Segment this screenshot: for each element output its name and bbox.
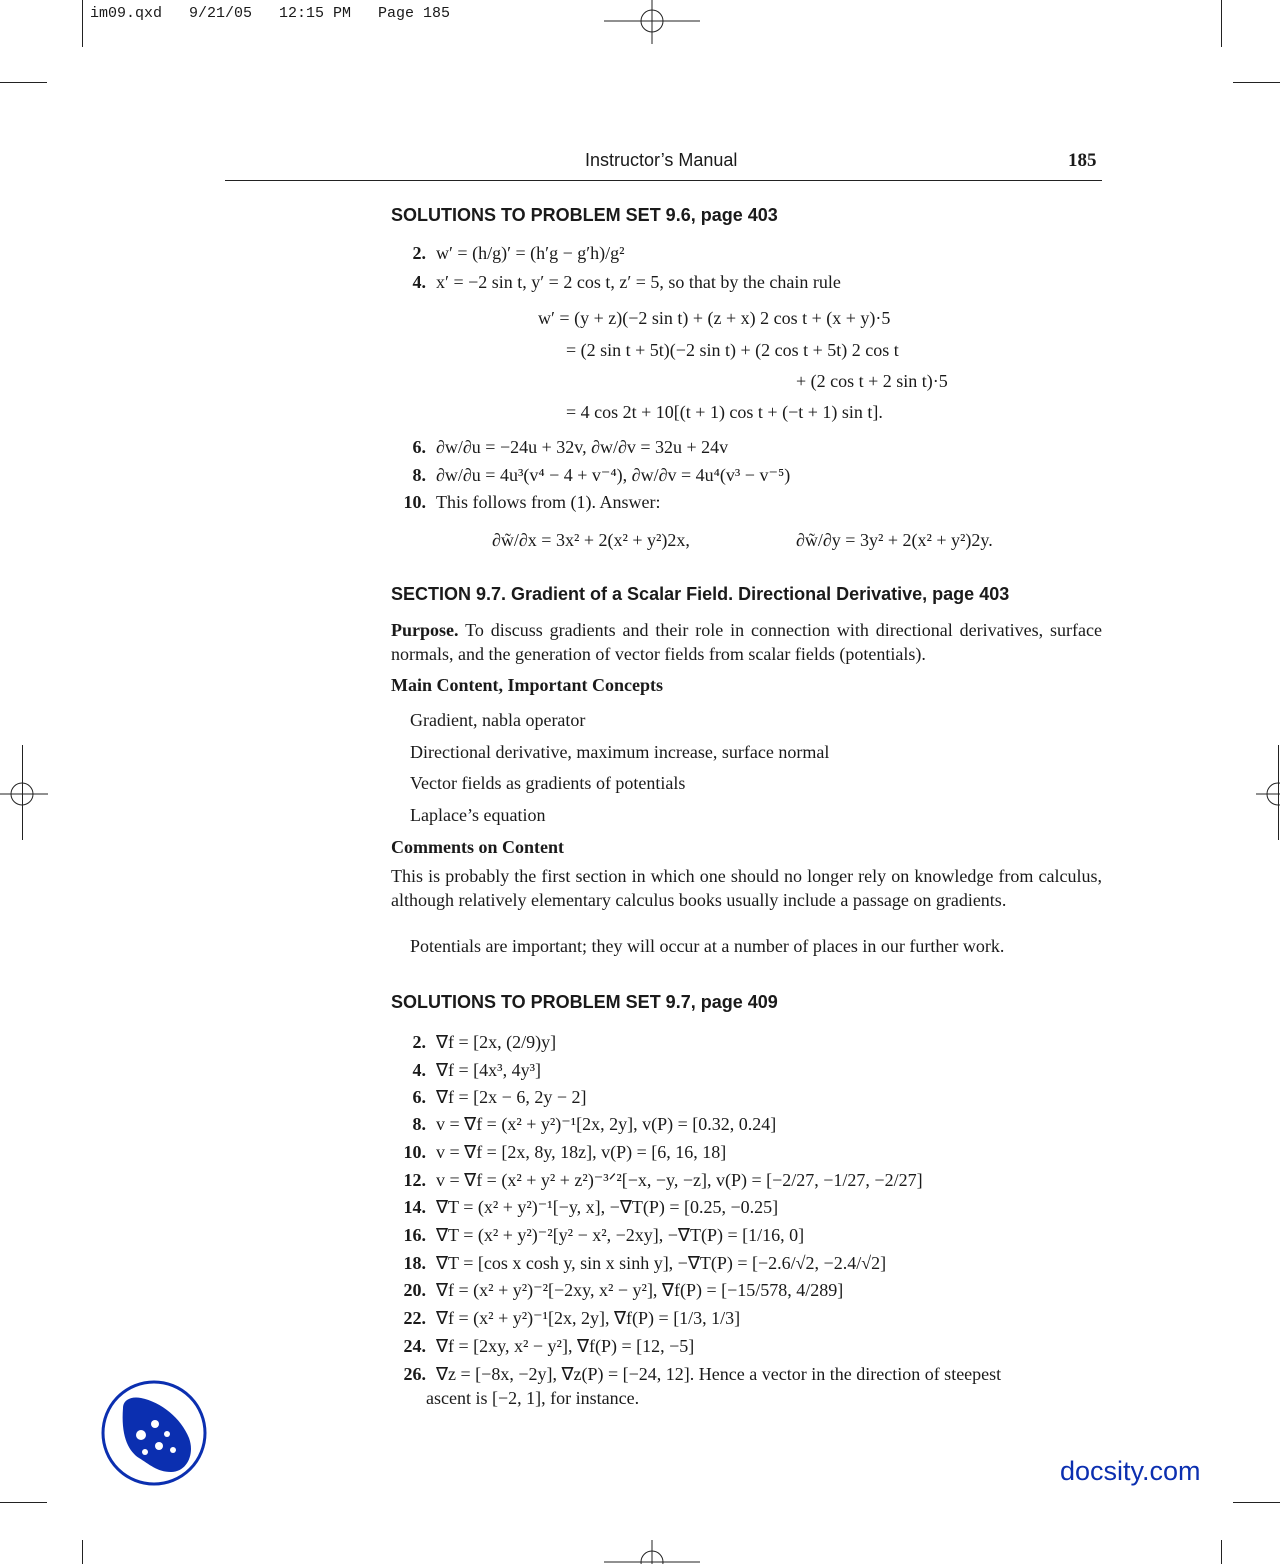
item-number: 22.: [403, 1308, 426, 1328]
equation-line: w′ = (y + z)(−2 sin t) + (z + x) 2 cos t + (x + y)·5: [538, 308, 891, 328]
item-text: ∂w/∂u = −24u + 32v, ∂w/∂v = 32u + 24v: [436, 437, 729, 457]
item-number: 10.: [403, 492, 426, 512]
list-item: [392, 1197, 778, 1218]
print-slug: im09.qxd 9/21/05 12:15 PM Page 185: [90, 5, 451, 22]
list-item: [392, 1364, 1001, 1385]
list-item: [392, 1060, 541, 1081]
header-rule: [225, 180, 1102, 181]
subheading: Main Content, Important Concepts: [391, 675, 663, 695]
item-number: 24.: [403, 1336, 426, 1356]
purpose-text: To discuss gradients and their role in connection with directional derivatives, surface normals, and the generation of vector fields from scalar fields (potentials).: [391, 620, 1102, 664]
item-text: ∇f = [2xy, x² − y²], ∇f(P) = [12, −5]: [436, 1336, 695, 1356]
item-text: v = ∇f = [2x, 8y, 18z], v(P) = [6, 16, 18]: [436, 1142, 727, 1162]
registration-mark-right: [1256, 770, 1280, 818]
item-text: v = ∇f = (x² + y² + z²)⁻³ᐟ²[−x, −y, −z], v(P) = [−2/27, −1/27, −2/27]: [436, 1170, 923, 1190]
registration-mark-top: [600, 0, 704, 44]
crop-mark: [0, 1502, 47, 1503]
list-item: [392, 1225, 804, 1246]
item-text: ∂w/∂u = 4u³(v⁴ − 4 + v⁻⁴), ∂w/∂v = 4u⁴(v³ − v⁻⁵): [436, 465, 791, 485]
crop-mark: [82, 0, 83, 47]
answer-equation: ∂w̃/∂x = 3x² + 2(x² + y²)2x,: [492, 530, 690, 550]
list-item: [392, 1032, 556, 1053]
item-number: 18.: [403, 1253, 426, 1273]
list-item: [392, 243, 625, 264]
item-text: v = ∇f = (x² + y²)⁻¹[2x, 2y], v(P) = [0.32, 0.24]: [436, 1114, 777, 1134]
list-item: [392, 1142, 726, 1163]
list-item: [392, 492, 660, 513]
item-number: 20.: [403, 1280, 426, 1300]
item-number: 16.: [403, 1225, 426, 1245]
page-number: 185: [1068, 150, 1097, 171]
section-heading: SECTION 9.7. Gradient of a Scalar Field. Directional Derivative, page 403: [391, 584, 1010, 604]
equation-line: = (2 sin t + 5t)(−2 sin t) + (2 cos t + 5t) 2 cos t: [566, 340, 899, 360]
item-text: ∇f = (x² + y²)⁻¹[2x, 2y], ∇f(P) = [1/3, 1/3]: [436, 1308, 741, 1328]
list-item: [392, 1336, 694, 1357]
item-number: 8.: [412, 465, 426, 485]
item-number: 4.: [412, 1060, 426, 1080]
section-heading: SOLUTIONS TO PROBLEM SET 9.7, page 409: [391, 992, 778, 1012]
item-text: ∇z = [−8x, −2y], ∇z(P) = [−24, 12]. Hence a vector in the direction of steepest: [436, 1364, 1002, 1384]
list-item: [392, 272, 841, 293]
item-text: w′ = (h/g)′ = (h′g − g′h)/g²: [436, 243, 625, 263]
registration-mark-left: [0, 770, 48, 818]
item-text: ∇f = [4x³, 4y³]: [436, 1060, 541, 1080]
item-number: 2.: [412, 243, 426, 263]
list-item: [392, 465, 790, 486]
crop-mark: [1221, 0, 1222, 47]
concept-item: Vector fields as gradients of potentials: [410, 773, 686, 793]
registration-mark-bottom: [600, 1540, 704, 1564]
purpose-label: Purpose.: [391, 620, 459, 640]
subheading: Comments on Content: [391, 837, 564, 857]
crop-mark: [0, 82, 47, 83]
crop-mark: [1221, 1540, 1222, 1564]
crop-mark: [1233, 82, 1280, 83]
list-item: [392, 1308, 740, 1329]
list-item: [392, 1087, 586, 1108]
item-text: x′ = −2 sin t, y′ = 2 cos t, z′ = 5, so that by the chain rule: [436, 272, 841, 292]
item-text: ∇T = [cos x cosh y, sin x sinh y], −∇T(P) = [−2.6/√2, −2.4/√2]: [436, 1253, 887, 1273]
answer-equation: ∂w̃/∂y = 3y² + 2(x² + y²)2y.: [796, 530, 993, 550]
item-number: 2.: [412, 1032, 426, 1052]
list-item: [392, 1253, 886, 1274]
item-number: 6.: [412, 1087, 426, 1107]
item-continuation: ascent is [−2, 1], for instance.: [426, 1388, 640, 1408]
equation-line: = 4 cos 2t + 10[(t + 1) cos t + (−t + 1) sin t].: [566, 402, 883, 422]
item-text: ∇T = (x² + y²)⁻²[y² − x², −2xy], −∇T(P) = [1/16, 0]: [436, 1225, 805, 1245]
section-heading: SOLUTIONS TO PROBLEM SET 9.6, page 403: [391, 205, 778, 225]
item-text: ∇T = (x² + y²)⁻¹[−y, x], −∇T(P) = [0.25, −0.25]: [436, 1197, 779, 1217]
docsity-logo-icon: [101, 1380, 207, 1486]
item-number: 8.: [412, 1114, 426, 1134]
concept-item: Directional derivative, maximum increase, surface normal: [410, 742, 830, 762]
comments-paragraph: This is probably the first section in which one should no longer rely on knowledge from calculus, although relatively elementary calculus books usually include a passage on gradients.: [391, 866, 1102, 910]
item-text: ∇f = (x² + y²)⁻²[−2xy, x² − y²], ∇f(P) = [−15/578, 4/289]: [436, 1280, 844, 1300]
list-item: [392, 1114, 776, 1135]
item-number: 10.: [403, 1142, 426, 1162]
watermark-text[interactable]: docsity.com: [1060, 1456, 1201, 1486]
item-number: 4.: [412, 272, 426, 292]
crop-mark: [82, 1540, 83, 1564]
item-number: 14.: [403, 1197, 426, 1217]
concept-item: Gradient, nabla operator: [410, 710, 586, 730]
item-number: 6.: [412, 437, 426, 457]
item-number: 12.: [403, 1170, 426, 1190]
list-item: [392, 437, 728, 458]
item-text: This follows from (1). Answer:: [436, 492, 661, 512]
comments-paragraph: Potentials are important; they will occur at a number of places in our further work.: [410, 936, 1005, 956]
item-number: 26.: [403, 1364, 426, 1384]
equation-line: + (2 cos t + 2 sin t)·5: [796, 371, 948, 391]
item-text: ∇f = [2x, (2/9)y]: [436, 1032, 557, 1052]
item-text: ∇f = [2x − 6, 2y − 2]: [436, 1087, 587, 1107]
concept-item: Laplace’s equation: [410, 805, 546, 825]
crop-mark: [1233, 1502, 1280, 1503]
running-header-title: Instructor’s Manual: [585, 150, 738, 170]
purpose-paragraph: [391, 618, 1102, 666]
list-item: [392, 1170, 923, 1191]
list-item: [392, 1280, 843, 1301]
